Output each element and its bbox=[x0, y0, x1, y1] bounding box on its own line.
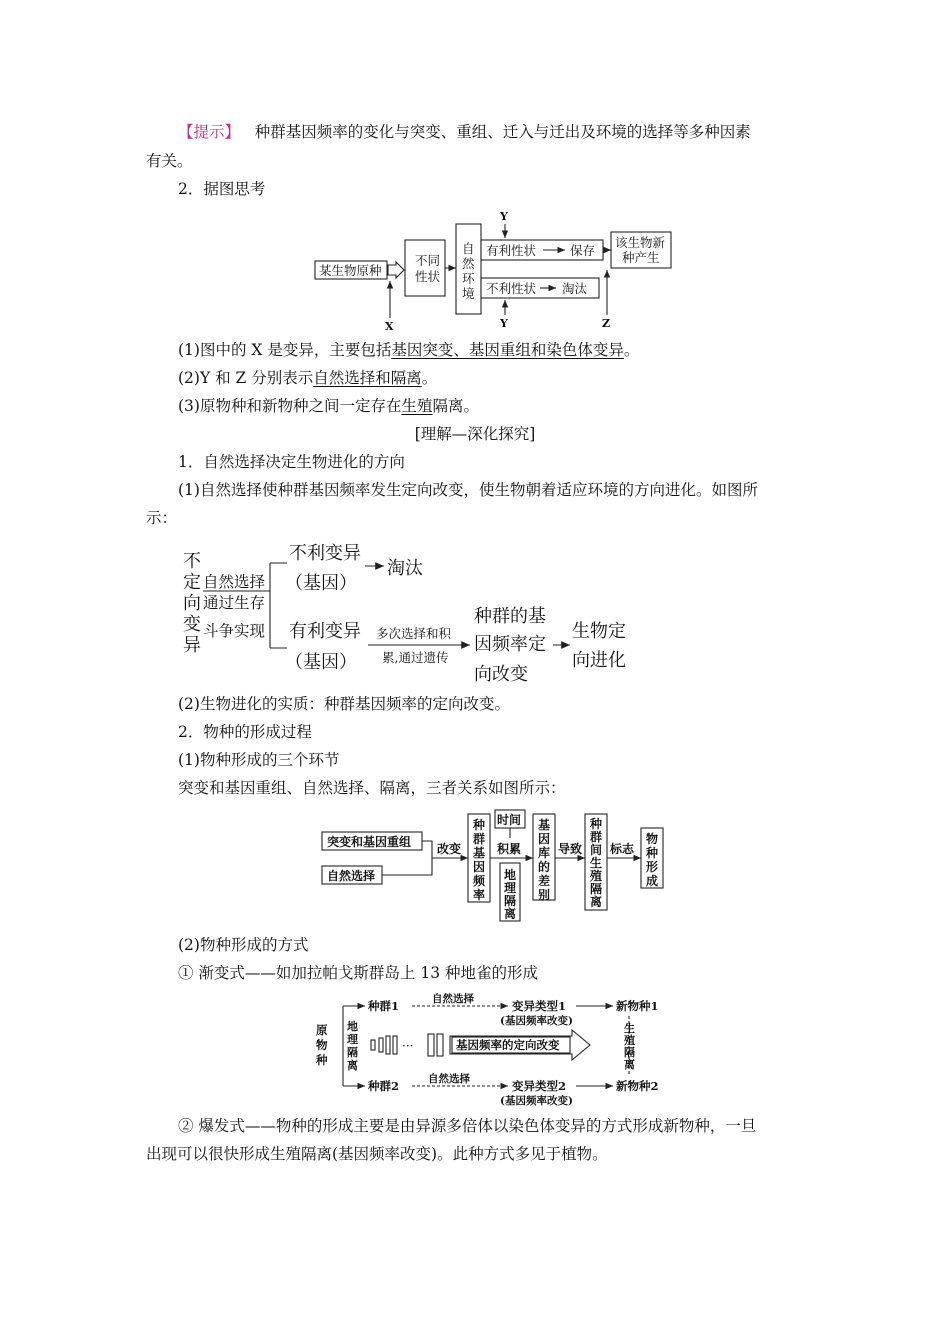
vtext: 异 bbox=[183, 635, 201, 656]
vertical-char: 地 bbox=[347, 1020, 358, 1033]
label-pop: 种群的基 bbox=[474, 606, 546, 627]
vertical-char: 物 bbox=[316, 1038, 328, 1052]
vertical-char: 基 bbox=[473, 846, 486, 860]
label-pop1: 种群1 bbox=[368, 999, 400, 1013]
vertical-char: 离 bbox=[624, 1058, 635, 1071]
hollow-arrow bbox=[388, 262, 404, 278]
question-2: 2．据图思考 bbox=[178, 180, 266, 198]
heading-2: 2．物种的形成过程 bbox=[178, 723, 312, 741]
heading-1a-cont: 示： bbox=[146, 509, 178, 527]
answer-3 bbox=[178, 395, 479, 417]
vertical-char: 因 bbox=[538, 832, 551, 846]
vertical-char: 形 bbox=[646, 860, 659, 874]
answer-1-post: 。 bbox=[623, 341, 640, 359]
label-selection: 自然选择 bbox=[327, 869, 376, 883]
label-mark: 标志 bbox=[610, 842, 635, 856]
env-char: 然 bbox=[462, 256, 475, 271]
vertical-char: 理 bbox=[347, 1033, 358, 1046]
vertical-char: 基 bbox=[538, 818, 551, 832]
vertical-char: 库 bbox=[538, 846, 551, 860]
vertical-char: 群 bbox=[590, 830, 603, 844]
label-selection: 斗争实现 bbox=[203, 622, 266, 640]
box-different-traits bbox=[405, 240, 445, 296]
hint-label: 【提示】 bbox=[178, 123, 241, 141]
label-diff1: 不同 bbox=[415, 253, 441, 268]
vertical-char: 隔 bbox=[590, 882, 603, 896]
vertical-char: 隔 bbox=[624, 1046, 635, 1059]
label-new1: 该生物新 bbox=[615, 235, 666, 250]
label-change: 改变 bbox=[437, 842, 462, 856]
label-favorable-var: 有利变异 bbox=[289, 621, 361, 642]
vertical-char: 物 bbox=[646, 832, 659, 846]
label-unfavorable-var: 不利变异 bbox=[289, 543, 361, 564]
vertical-char: 生 bbox=[624, 1022, 635, 1035]
heading-2a: (1)物种形成的三个环节 bbox=[178, 751, 340, 769]
figure-gradual-speciation bbox=[310, 990, 672, 1107]
label-pop2: 种群2 bbox=[368, 1079, 400, 1093]
vertical-char: 生 bbox=[590, 856, 603, 870]
label-gene: （基因） bbox=[285, 573, 357, 594]
answer-2-underlined: 自然选择和隔离 bbox=[313, 369, 422, 387]
label-diff2: 性状 bbox=[415, 269, 441, 284]
bar-shape bbox=[386, 1036, 390, 1054]
vertical-char: 离 bbox=[590, 895, 603, 909]
label-accumulate: 累,通过遗传 bbox=[382, 650, 449, 665]
method-1: ① 渐变式——如加拉帕戈斯群岛上 13 种地雀的形成 bbox=[178, 964, 539, 982]
answer-3-underlined: 生殖 bbox=[401, 397, 433, 415]
label-favorable: 有利性状 bbox=[486, 243, 537, 258]
label-lead: 导致 bbox=[558, 842, 583, 856]
vertical-char: 群 bbox=[473, 832, 486, 846]
answer-2 bbox=[178, 367, 437, 389]
figure-natural-selection bbox=[176, 535, 646, 693]
label-y-bottom: Y bbox=[500, 317, 508, 330]
bar-shape bbox=[379, 1038, 383, 1052]
method-2: ② 爆发式——物种的形成主要是由异源多倍体以染色体变异的方式形成新物种，一旦 bbox=[178, 1117, 757, 1135]
figure-speciation-steps bbox=[318, 806, 668, 924]
vertical-char: 原 bbox=[316, 1023, 328, 1037]
vtext: 定 bbox=[183, 572, 201, 593]
label-accumulate: 多次选择和积 bbox=[376, 626, 452, 641]
label-z: Z bbox=[602, 317, 611, 330]
label-y-top: Y bbox=[500, 210, 508, 223]
label-mutation: 突变和基因重组 bbox=[327, 835, 412, 849]
label-selection: 通过生存 bbox=[203, 594, 266, 612]
env-char: 自 bbox=[462, 241, 475, 256]
label-gf2: (基因频率改变) bbox=[500, 1095, 573, 1107]
bar-shape bbox=[437, 1034, 443, 1056]
label-elim: 淘汰 bbox=[387, 558, 423, 579]
label-ns1: 自然选择 bbox=[432, 993, 474, 1005]
bar-shape bbox=[393, 1036, 397, 1054]
vertical-char: 殖 bbox=[590, 869, 603, 883]
label-selection: 自然选择 bbox=[203, 573, 266, 591]
vertical-char: 离 bbox=[347, 1059, 358, 1072]
label-ns2: 自然选择 bbox=[428, 1073, 470, 1085]
vertical-char: 殖 bbox=[624, 1034, 635, 1047]
label-original-species: 某生物原种 bbox=[319, 263, 382, 278]
vertical-char: 离 bbox=[504, 907, 517, 921]
answer-3-post: 隔离。 bbox=[432, 397, 479, 415]
label-unfavorable: 不利性状 bbox=[486, 281, 537, 296]
vtext: 变 bbox=[183, 614, 201, 635]
label-new2: 新物种2 bbox=[616, 1079, 659, 1093]
vertical-char: 地 bbox=[504, 868, 517, 882]
vertical-char: 种 bbox=[316, 1053, 328, 1067]
answer-1 bbox=[178, 339, 639, 361]
figure-variation-flow bbox=[312, 205, 682, 335]
label-elim: 淘汰 bbox=[562, 281, 588, 296]
vtext: 不 bbox=[183, 551, 201, 572]
label-var1: 变异类型1 bbox=[512, 999, 567, 1013]
label-gf1: (基因频率改变) bbox=[500, 1015, 573, 1027]
hint-text-cont: 有关。 bbox=[146, 152, 193, 170]
vertical-char: 种 bbox=[473, 818, 486, 832]
answer-1-underlined: 基因突变、基因重组和染色体变异 bbox=[391, 341, 624, 359]
label-pop: 向改变 bbox=[474, 664, 528, 685]
label-new1: 新物种1 bbox=[616, 999, 659, 1013]
heading-1: 1．自然选择决定生物进化的方向 bbox=[178, 453, 405, 471]
label-gf-directed: 基因频率的定向改变 bbox=[456, 1038, 560, 1052]
label-evolution: 生物定 bbox=[572, 621, 626, 642]
vertical-char: 的 bbox=[538, 860, 551, 874]
section-title: [理解—深化探究] bbox=[414, 425, 536, 443]
vertical-char: 成 bbox=[646, 874, 659, 888]
answer-1-pre: (1)图中的 X 是变异，主要包括 bbox=[178, 341, 392, 359]
answer-2-pre: (2)Y 和 Z 分别表示 bbox=[178, 369, 314, 387]
heading-2b: (2)物种形成的方式 bbox=[178, 936, 309, 954]
label-pop: 因频率定 bbox=[474, 634, 546, 655]
method-2-cont: 出现可以很快形成生殖隔离(基因频率改变)。此种方式多见于植物。 bbox=[146, 1145, 608, 1163]
heading-1b: (2)生物进化的实质：种群基因频率的定向改变。 bbox=[178, 695, 510, 713]
vertical-char: 理 bbox=[504, 881, 517, 895]
env-char: 境 bbox=[462, 286, 475, 301]
vertical-char: 种 bbox=[646, 846, 659, 860]
label-gene: （基因） bbox=[285, 652, 357, 673]
label-evolution: 向进化 bbox=[572, 650, 626, 671]
vertical-char: 隔 bbox=[347, 1046, 358, 1059]
heading-2a-cont: 突变和基因重组、自然选择、隔离，三者关系如图所示： bbox=[178, 779, 566, 797]
vertical-char: 别 bbox=[538, 888, 551, 902]
dots: ··· bbox=[402, 1039, 414, 1053]
vertical-char: 隔 bbox=[504, 894, 517, 908]
label-keep: 保存 bbox=[570, 243, 596, 258]
vertical-char: 间 bbox=[590, 843, 603, 857]
answer-3-pre: (3)原物种和新物种之间一定存在 bbox=[178, 397, 402, 415]
label-new2: 种产生 bbox=[622, 250, 660, 265]
bar-shape bbox=[428, 1034, 434, 1056]
heading-1a: (1)自然选择使种群基因频率发生定向改变，使生物朝着适应环境的方向进化。如图所 bbox=[178, 481, 758, 499]
hint-paragraph bbox=[178, 121, 751, 143]
label-time: 时间 bbox=[497, 813, 522, 827]
vertical-char: 差 bbox=[538, 874, 551, 888]
label-var2: 变异类型2 bbox=[512, 1079, 567, 1093]
label-accumulate: 积累 bbox=[497, 842, 522, 856]
vertical-char: 因 bbox=[473, 860, 486, 874]
vtext: 向 bbox=[183, 593, 201, 614]
vertical-char: 频 bbox=[473, 874, 486, 888]
env-char: 环 bbox=[462, 271, 475, 286]
vertical-char: 种 bbox=[590, 817, 603, 831]
answer-2-post: 。 bbox=[421, 369, 438, 387]
bar-shape bbox=[371, 1040, 375, 1050]
vertical-char: 率 bbox=[473, 888, 486, 902]
label-x: X bbox=[385, 320, 394, 333]
hint-text: 种群基因频率的变化与突变、重组、迁入与迁出及环境的选择等多种因素 bbox=[254, 123, 751, 141]
